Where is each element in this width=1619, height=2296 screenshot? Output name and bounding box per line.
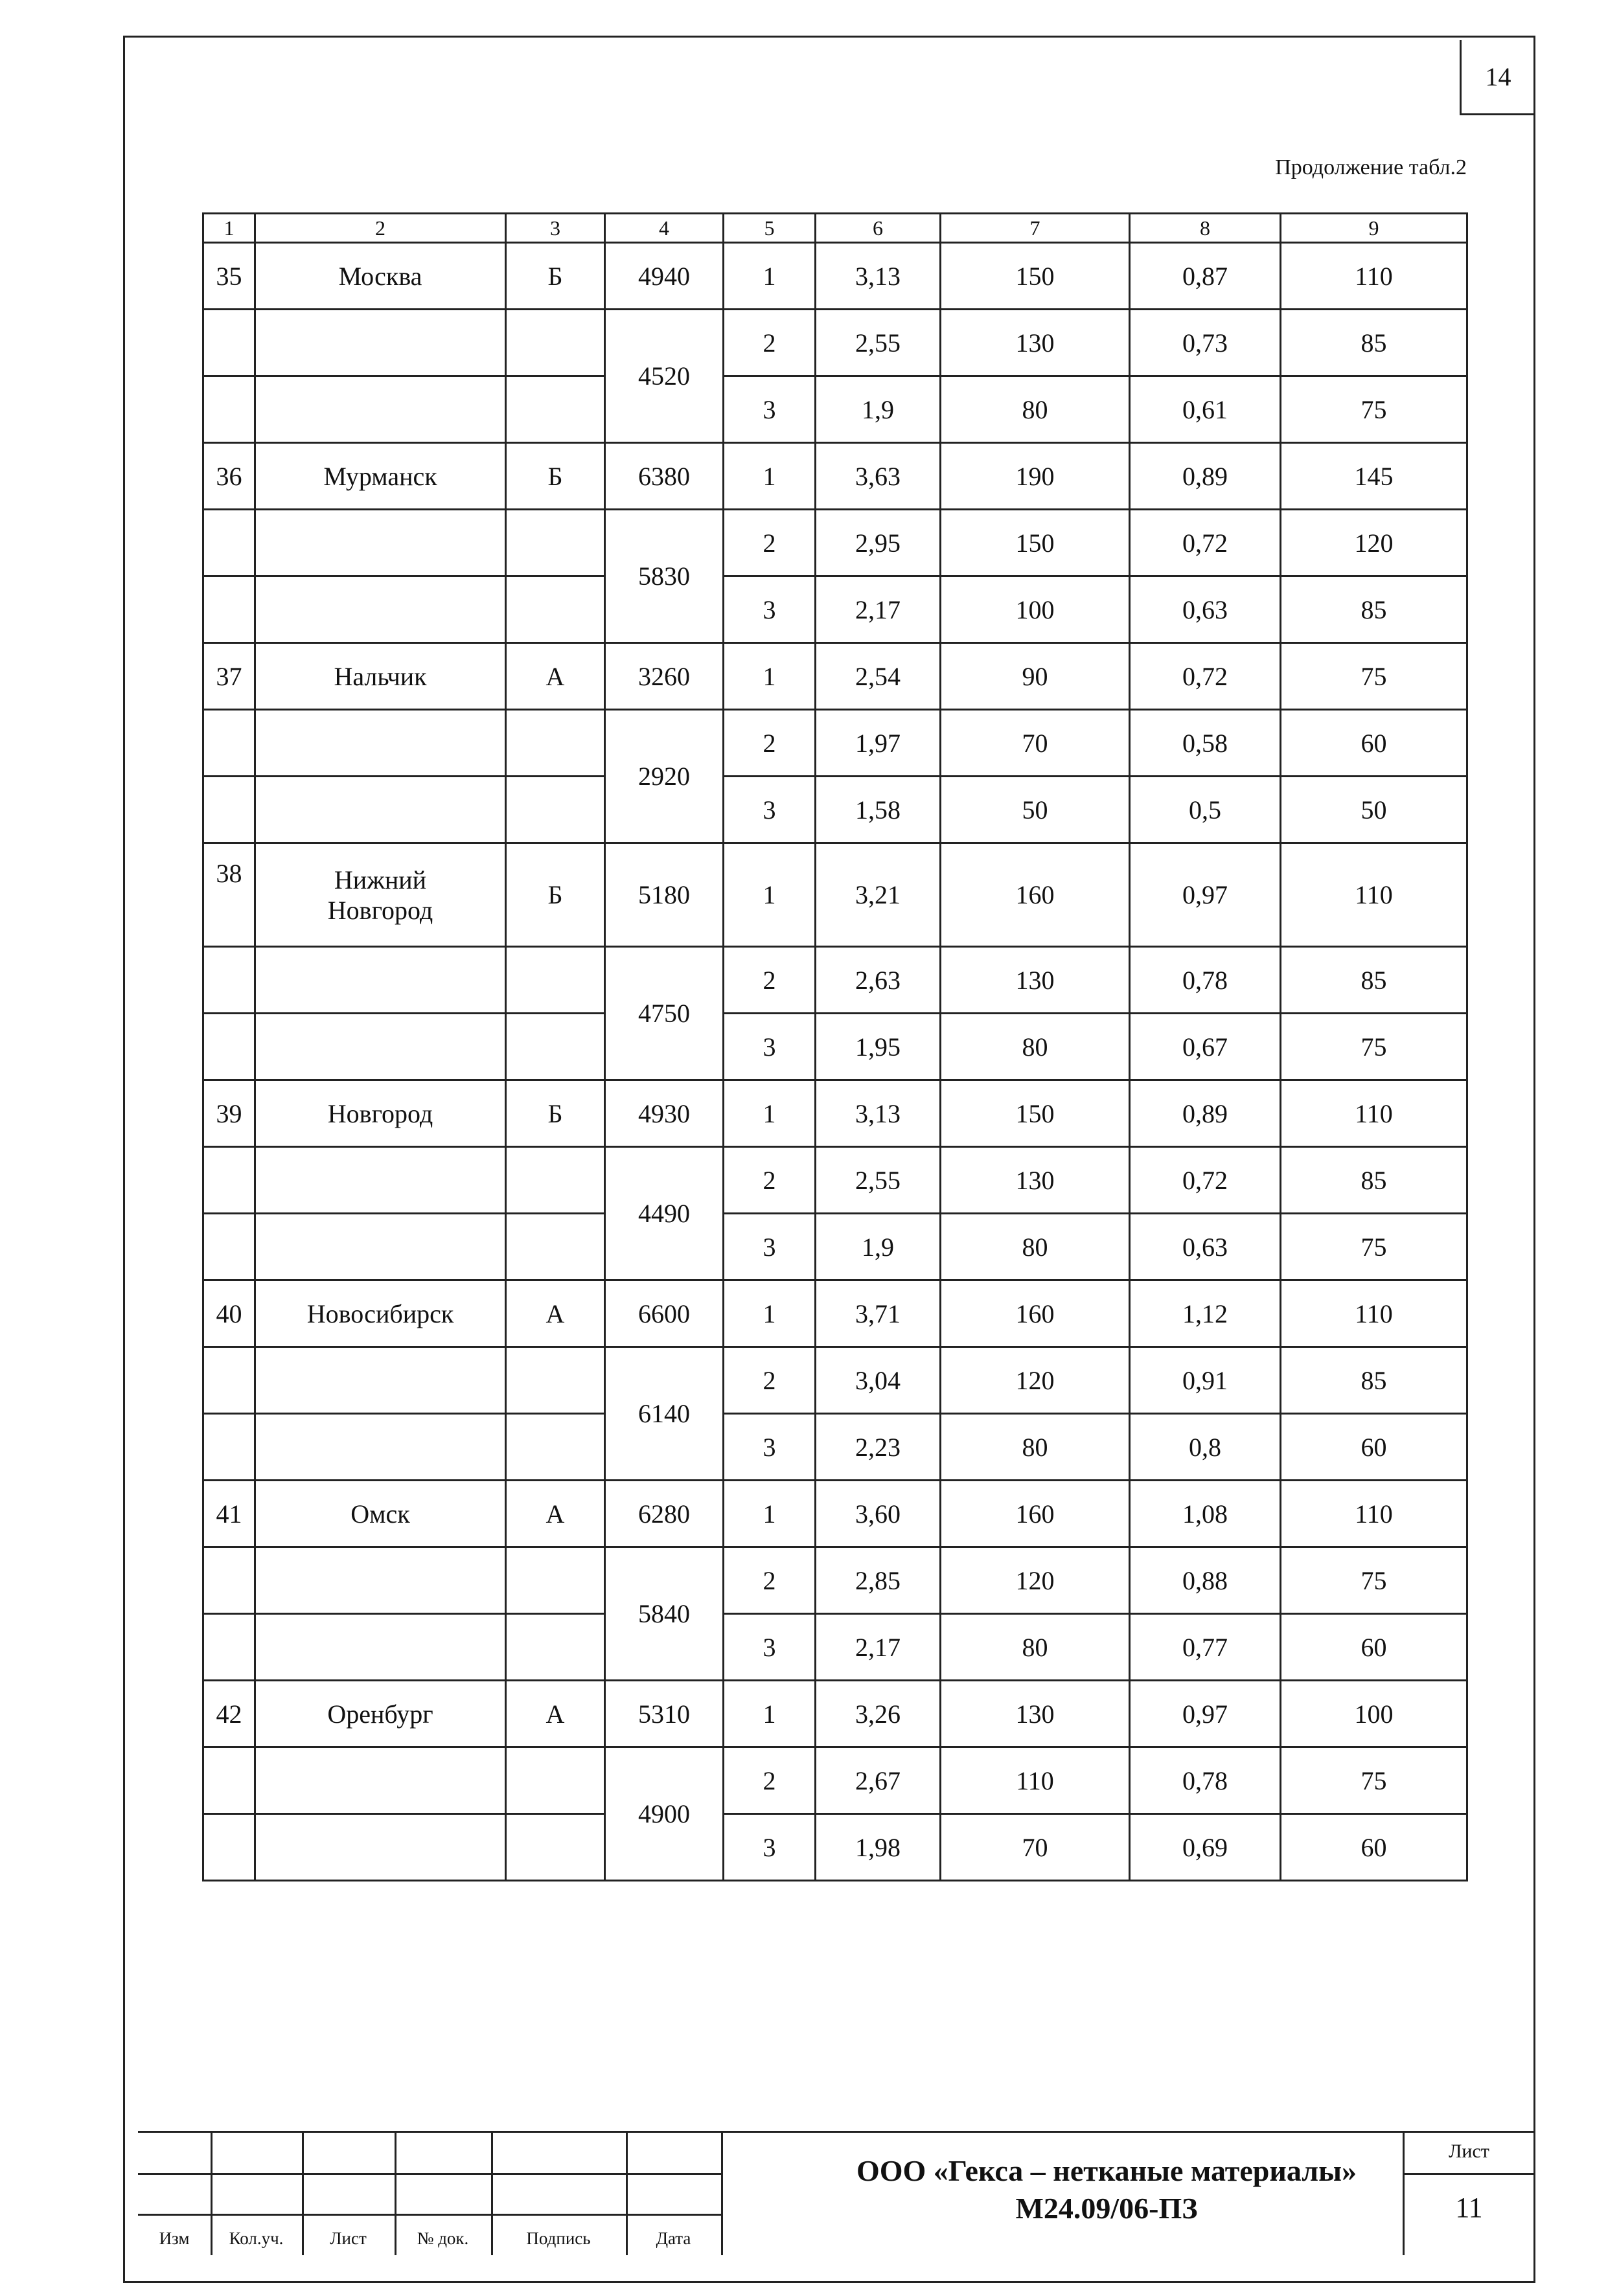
table-row bbox=[203, 510, 1467, 576]
value-c9: 60 bbox=[1281, 710, 1467, 777]
category: Б bbox=[506, 1080, 605, 1147]
empty-col-1 bbox=[203, 510, 255, 576]
category: Б bbox=[506, 443, 605, 510]
table-row bbox=[203, 1080, 1467, 1147]
value-c6: 3,60 bbox=[816, 1481, 941, 1547]
value-c5: 1 bbox=[724, 1280, 816, 1347]
table-row bbox=[203, 576, 1467, 643]
value-c9: 60 bbox=[1281, 1614, 1467, 1681]
value-c8: 0,87 bbox=[1130, 243, 1281, 310]
value-c8: 0,67 bbox=[1130, 1014, 1281, 1080]
value-c5: 2 bbox=[724, 947, 816, 1014]
value-c9: 50 bbox=[1281, 777, 1467, 843]
empty-col-2 bbox=[255, 1347, 506, 1414]
value-c8: 0,88 bbox=[1130, 1547, 1281, 1614]
value-c5: 3 bbox=[724, 1814, 816, 1881]
value-c6: 1,9 bbox=[816, 1214, 941, 1280]
empty-col-2 bbox=[255, 1547, 506, 1614]
value-c8: 0,89 bbox=[1130, 1080, 1281, 1147]
city-name: Москва bbox=[255, 243, 506, 310]
value-c5: 3 bbox=[724, 1414, 816, 1481]
value-c9: 110 bbox=[1281, 843, 1467, 947]
city-name: Мурманск bbox=[255, 443, 506, 510]
empty-col-3 bbox=[506, 1547, 605, 1614]
empty-col-3 bbox=[506, 1214, 605, 1280]
empty-col-1 bbox=[203, 1814, 255, 1881]
table-row bbox=[203, 1547, 1467, 1614]
value-c9: 110 bbox=[1281, 1481, 1467, 1547]
empty-col-3 bbox=[506, 777, 605, 843]
value-c9: 85 bbox=[1281, 1147, 1467, 1214]
table-row bbox=[203, 643, 1467, 710]
table-row bbox=[203, 1014, 1467, 1080]
table-row bbox=[203, 947, 1467, 1014]
value-c9: 100 bbox=[1281, 1681, 1467, 1747]
page-number: 14 bbox=[1460, 40, 1535, 115]
table-row bbox=[203, 310, 1467, 376]
empty-col-3 bbox=[506, 1614, 605, 1681]
table-row bbox=[203, 1347, 1467, 1414]
empty-col-2 bbox=[255, 1414, 506, 1481]
value-col-4: 5180 bbox=[605, 843, 724, 947]
city-name: Новосибирск bbox=[255, 1280, 506, 1347]
city-name: Нальчик bbox=[255, 643, 506, 710]
value-c9: 75 bbox=[1281, 1014, 1467, 1080]
value-c8: 1,12 bbox=[1130, 1280, 1281, 1347]
value-c8: 0,72 bbox=[1130, 1147, 1281, 1214]
value-col-4: 2920 bbox=[605, 710, 724, 843]
value-c8: 0,91 bbox=[1130, 1347, 1281, 1414]
organization-name bbox=[721, 2152, 1492, 2227]
value-c6: 1,95 bbox=[816, 1014, 941, 1080]
row-number: 41 bbox=[203, 1481, 255, 1547]
value-col-4: 6600 bbox=[605, 1280, 724, 1347]
empty-col-2 bbox=[255, 1747, 506, 1814]
value-c5: 1 bbox=[724, 1080, 816, 1147]
row-number: 38 bbox=[203, 843, 255, 947]
value-c9: 145 bbox=[1281, 443, 1467, 510]
category: Б bbox=[506, 843, 605, 947]
org-line-1: ООО «Гекса – нетканые материалы» bbox=[856, 2154, 1357, 2187]
city-name: Нижний Новгород bbox=[255, 843, 506, 947]
row-number: 35 bbox=[203, 243, 255, 310]
value-c9: 75 bbox=[1281, 643, 1467, 710]
value-col-4: 4940 bbox=[605, 243, 724, 310]
value-c8: 0,61 bbox=[1130, 376, 1281, 443]
sheet-label: Лист bbox=[1449, 2141, 1489, 2162]
table-row bbox=[203, 777, 1467, 843]
value-col-4: 5840 bbox=[605, 1547, 724, 1681]
value-c6: 2,17 bbox=[816, 576, 941, 643]
empty-col-2 bbox=[255, 1814, 506, 1881]
value-c5: 3 bbox=[724, 376, 816, 443]
table-row bbox=[203, 1747, 1467, 1814]
city-name: Омск bbox=[255, 1481, 506, 1547]
table-header-row bbox=[203, 214, 1467, 243]
value-c8: 0,77 bbox=[1130, 1614, 1281, 1681]
empty-col-1 bbox=[203, 1147, 255, 1214]
value-c8: 0,5 bbox=[1130, 777, 1281, 843]
category: А bbox=[506, 1681, 605, 1747]
value-c5: 3 bbox=[724, 576, 816, 643]
table-row bbox=[203, 710, 1467, 777]
city-name: Оренбург bbox=[255, 1681, 506, 1747]
value-col-4: 6140 bbox=[605, 1347, 724, 1481]
title-block bbox=[138, 2131, 1535, 2255]
row-number: 42 bbox=[203, 1681, 255, 1747]
empty-col-3 bbox=[506, 947, 605, 1014]
value-c7: 110 bbox=[941, 1747, 1130, 1814]
empty-col-1 bbox=[203, 1414, 255, 1481]
value-c6: 1,97 bbox=[816, 710, 941, 777]
value-c9: 75 bbox=[1281, 1547, 1467, 1614]
empty-col-2 bbox=[255, 310, 506, 376]
empty-col-3 bbox=[506, 1814, 605, 1881]
value-c6: 2,95 bbox=[816, 510, 941, 576]
empty-col-1 bbox=[203, 1614, 255, 1681]
value-c5: 2 bbox=[724, 1147, 816, 1214]
value-c7: 150 bbox=[941, 243, 1130, 310]
empty-col-1 bbox=[203, 947, 255, 1014]
category: Б bbox=[506, 243, 605, 310]
value-c8: 0,97 bbox=[1130, 1681, 1281, 1747]
empty-col-3 bbox=[506, 710, 605, 777]
value-c8: 0,63 bbox=[1130, 1214, 1281, 1280]
value-c6: 1,9 bbox=[816, 376, 941, 443]
header-cell: 1 bbox=[203, 214, 255, 243]
value-c8: 0,8 bbox=[1130, 1414, 1281, 1481]
document-code: М24.09/06-ПЗ bbox=[1015, 2191, 1198, 2225]
empty-col-2 bbox=[255, 947, 506, 1014]
empty-col-1 bbox=[203, 310, 255, 376]
empty-col-2 bbox=[255, 510, 506, 576]
value-c9: 75 bbox=[1281, 376, 1467, 443]
value-c8: 0,63 bbox=[1130, 576, 1281, 643]
value-c6: 3,71 bbox=[816, 1280, 941, 1347]
value-c8: 0,58 bbox=[1130, 710, 1281, 777]
value-c8: 0,78 bbox=[1130, 1747, 1281, 1814]
value-c6: 3,04 bbox=[816, 1347, 941, 1414]
label-list: Лист bbox=[330, 2229, 367, 2248]
value-c9: 85 bbox=[1281, 576, 1467, 643]
empty-col-3 bbox=[506, 310, 605, 376]
empty-col-3 bbox=[506, 1747, 605, 1814]
empty-col-1 bbox=[203, 1014, 255, 1080]
value-col-4: 4900 bbox=[605, 1747, 724, 1881]
table-row bbox=[203, 1147, 1467, 1214]
header-cell: 2 bbox=[255, 214, 506, 243]
value-c6: 2,63 bbox=[816, 947, 941, 1014]
value-c7: 80 bbox=[941, 1214, 1130, 1280]
value-col-4: 4750 bbox=[605, 947, 724, 1080]
value-c7: 120 bbox=[941, 1347, 1130, 1414]
value-c8: 0,69 bbox=[1130, 1814, 1281, 1881]
value-c9: 85 bbox=[1281, 947, 1467, 1014]
value-c7: 150 bbox=[941, 510, 1130, 576]
value-c7: 160 bbox=[941, 1481, 1130, 1547]
empty-col-2 bbox=[255, 376, 506, 443]
value-c7: 50 bbox=[941, 777, 1130, 843]
category: А bbox=[506, 643, 605, 710]
header-cell: 5 bbox=[724, 214, 816, 243]
header-cell: 8 bbox=[1130, 214, 1281, 243]
value-c7: 80 bbox=[941, 1414, 1130, 1481]
value-c6: 3,63 bbox=[816, 443, 941, 510]
header-cell: 9 bbox=[1281, 214, 1467, 243]
value-c8: 1,08 bbox=[1130, 1481, 1281, 1547]
empty-col-1 bbox=[203, 576, 255, 643]
value-c7: 100 bbox=[941, 576, 1130, 643]
value-c5: 1 bbox=[724, 443, 816, 510]
empty-col-2 bbox=[255, 710, 506, 777]
value-c8: 0,78 bbox=[1130, 947, 1281, 1014]
table-row bbox=[203, 243, 1467, 310]
value-c6: 3,26 bbox=[816, 1681, 941, 1747]
empty-col-2 bbox=[255, 1014, 506, 1080]
value-c9: 110 bbox=[1281, 243, 1467, 310]
value-c5: 1 bbox=[724, 643, 816, 710]
header-cell: 3 bbox=[506, 214, 605, 243]
label-kol-uch: Кол.уч. bbox=[229, 2229, 284, 2248]
value-c7: 70 bbox=[941, 710, 1130, 777]
empty-col-1 bbox=[203, 777, 255, 843]
value-c7: 130 bbox=[941, 1681, 1130, 1747]
value-c8: 0,73 bbox=[1130, 310, 1281, 376]
value-c6: 2,17 bbox=[816, 1614, 941, 1681]
value-c8: 0,72 bbox=[1130, 510, 1281, 576]
empty-col-2 bbox=[255, 777, 506, 843]
empty-col-3 bbox=[506, 1414, 605, 1481]
empty-col-1 bbox=[203, 376, 255, 443]
row-number: 39 bbox=[203, 1080, 255, 1147]
value-c5: 1 bbox=[724, 243, 816, 310]
value-c9: 120 bbox=[1281, 510, 1467, 576]
continuation-label: Продолжение табл.2 bbox=[1275, 155, 1467, 179]
table-row bbox=[203, 443, 1467, 510]
header-cell: 7 bbox=[941, 214, 1130, 243]
value-c9: 85 bbox=[1281, 310, 1467, 376]
value-c6: 1,58 bbox=[816, 777, 941, 843]
value-c6: 2,55 bbox=[816, 1147, 941, 1214]
table-row bbox=[203, 1414, 1467, 1481]
value-c7: 80 bbox=[941, 376, 1130, 443]
value-c7: 70 bbox=[941, 1814, 1130, 1881]
sheet-number: 11 bbox=[1455, 2192, 1483, 2223]
empty-col-2 bbox=[255, 1614, 506, 1681]
value-col-4: 4930 bbox=[605, 1080, 724, 1147]
data-table bbox=[202, 212, 1468, 1881]
table-row bbox=[203, 1214, 1467, 1280]
row-number: 37 bbox=[203, 643, 255, 710]
category: А bbox=[506, 1280, 605, 1347]
value-c7: 130 bbox=[941, 310, 1130, 376]
empty-col-1 bbox=[203, 710, 255, 777]
value-col-4: 5830 bbox=[605, 510, 724, 643]
value-c7: 160 bbox=[941, 843, 1130, 947]
label-doc-no: № док. bbox=[417, 2229, 469, 2248]
value-c7: 150 bbox=[941, 1080, 1130, 1147]
table-row bbox=[203, 1280, 1467, 1347]
value-c5: 3 bbox=[724, 777, 816, 843]
value-c5: 2 bbox=[724, 710, 816, 777]
value-col-4: 6280 bbox=[605, 1481, 724, 1547]
table-row bbox=[203, 1481, 1467, 1547]
label-izm: Изм bbox=[159, 2229, 190, 2248]
value-c9: 85 bbox=[1281, 1347, 1467, 1414]
value-c7: 90 bbox=[941, 643, 1130, 710]
value-c5: 1 bbox=[724, 1681, 816, 1747]
value-col-4: 4490 bbox=[605, 1147, 724, 1280]
value-c9: 110 bbox=[1281, 1280, 1467, 1347]
city-name: Новгород bbox=[255, 1080, 506, 1147]
empty-col-3 bbox=[506, 1014, 605, 1080]
value-c5: 2 bbox=[724, 1747, 816, 1814]
label-date: Дата bbox=[656, 2229, 691, 2248]
label-signature: Подпись bbox=[526, 2229, 591, 2248]
value-c7: 80 bbox=[941, 1014, 1130, 1080]
value-c7: 130 bbox=[941, 947, 1130, 1014]
value-col-4: 3260 bbox=[605, 643, 724, 710]
value-c9: 110 bbox=[1281, 1080, 1467, 1147]
table-row bbox=[203, 1814, 1467, 1881]
value-c5: 1 bbox=[724, 843, 816, 947]
empty-col-3 bbox=[506, 576, 605, 643]
value-c5: 2 bbox=[724, 310, 816, 376]
value-c5: 3 bbox=[724, 1614, 816, 1681]
value-c7: 80 bbox=[941, 1614, 1130, 1681]
empty-col-3 bbox=[506, 1347, 605, 1414]
empty-col-1 bbox=[203, 1747, 255, 1814]
header-cell: 4 bbox=[605, 214, 724, 243]
value-c8: 0,89 bbox=[1130, 443, 1281, 510]
table-row bbox=[203, 1614, 1467, 1681]
table-row bbox=[203, 1681, 1467, 1747]
value-c6: 2,55 bbox=[816, 310, 941, 376]
value-col-4: 4520 bbox=[605, 310, 724, 443]
empty-col-2 bbox=[255, 1147, 506, 1214]
table-row bbox=[203, 376, 1467, 443]
value-col-4: 6380 bbox=[605, 443, 724, 510]
value-c6: 2,67 bbox=[816, 1747, 941, 1814]
value-c5: 2 bbox=[724, 510, 816, 576]
value-c5: 3 bbox=[724, 1014, 816, 1080]
empty-col-1 bbox=[203, 1547, 255, 1614]
empty-col-2 bbox=[255, 1214, 506, 1280]
value-c6: 2,54 bbox=[816, 643, 941, 710]
value-c6: 3,13 bbox=[816, 1080, 941, 1147]
value-c5: 3 bbox=[724, 1214, 816, 1280]
value-c6: 3,13 bbox=[816, 243, 941, 310]
empty-col-3 bbox=[506, 510, 605, 576]
category: А bbox=[506, 1481, 605, 1547]
row-number: 36 bbox=[203, 443, 255, 510]
value-c5: 2 bbox=[724, 1547, 816, 1614]
empty-col-3 bbox=[506, 376, 605, 443]
empty-col-3 bbox=[506, 1147, 605, 1214]
empty-col-2 bbox=[255, 576, 506, 643]
value-c8: 0,97 bbox=[1130, 843, 1281, 947]
empty-col-1 bbox=[203, 1214, 255, 1280]
value-c6: 2,85 bbox=[816, 1547, 941, 1614]
value-c7: 160 bbox=[941, 1280, 1130, 1347]
value-c9: 75 bbox=[1281, 1214, 1467, 1280]
value-c9: 60 bbox=[1281, 1414, 1467, 1481]
row-number: 40 bbox=[203, 1280, 255, 1347]
value-c6: 2,23 bbox=[816, 1414, 941, 1481]
value-c9: 75 bbox=[1281, 1747, 1467, 1814]
value-c8: 0,72 bbox=[1130, 643, 1281, 710]
value-c6: 3,21 bbox=[816, 843, 941, 947]
table-row bbox=[203, 843, 1467, 947]
value-col-4: 5310 bbox=[605, 1681, 724, 1747]
value-c6: 1,98 bbox=[816, 1814, 941, 1881]
empty-col-1 bbox=[203, 1347, 255, 1414]
value-c7: 130 bbox=[941, 1147, 1130, 1214]
value-c9: 60 bbox=[1281, 1814, 1467, 1881]
value-c7: 190 bbox=[941, 443, 1130, 510]
value-c7: 120 bbox=[941, 1547, 1130, 1614]
header-cell: 6 bbox=[816, 214, 941, 243]
value-c5: 1 bbox=[724, 1481, 816, 1547]
value-c5: 2 bbox=[724, 1347, 816, 1414]
